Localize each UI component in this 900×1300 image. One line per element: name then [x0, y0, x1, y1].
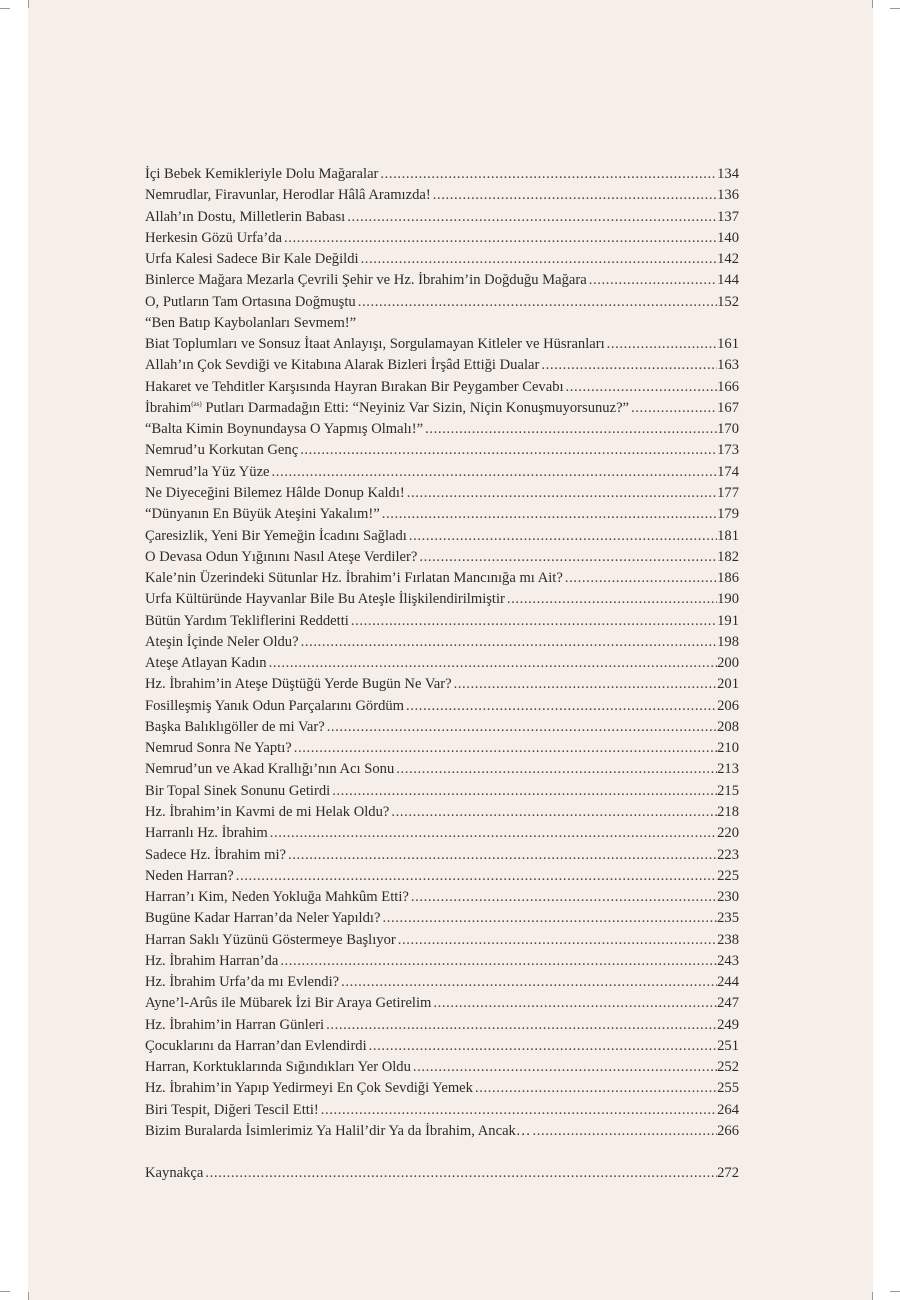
toc-entry-title: Ateşe Atlayan Kadın: [145, 655, 267, 672]
toc-entry[interactable]: [145, 781, 739, 802]
toc-entry-title: Hakaret ve Tehditler Karşısında Hayran Bırakan Bir Peygamber Cevabı: [145, 378, 564, 395]
toc-entry-title: Nemrud Sonra Ne Yaptı?: [145, 740, 292, 757]
toc-entry-title: Bir Topal Sinek Sonunu Getirdi: [145, 782, 331, 799]
toc-entry[interactable]: [145, 526, 739, 547]
toc-leader-dots: [539, 355, 717, 376]
toc-entry[interactable]: [145, 823, 739, 844]
toc-entry-title: Herkesin Gözü Urfa’da: [145, 229, 282, 246]
toc-entry[interactable]: [145, 930, 739, 951]
toc-entry-page: 218: [717, 803, 739, 820]
toc-entry-page: 134: [717, 166, 739, 182]
toc-entry[interactable]: [145, 993, 739, 1014]
toc-leader-dots: [417, 547, 717, 568]
toc-leader-dots: [423, 419, 717, 440]
toc-entry[interactable]: [145, 1036, 739, 1057]
toc-entry-page: 220: [717, 825, 739, 842]
toc-entry-title: [145, 398, 629, 419]
toc-entry-page: 264: [717, 1101, 739, 1118]
toc-entry-title: Harran’ı Kim, Neden Yokluğa Mahkûm Etti?: [145, 889, 409, 906]
toc-entry[interactable]: [145, 483, 739, 504]
crop-mark-left-bottom: [0, 1291, 10, 1292]
toc-entry-page: 251: [717, 1037, 739, 1054]
toc-entry-title: Hz. İbrahim’in Yapıp Yedirmeyi En Çok Sevdiği Yemek: [145, 1080, 473, 1097]
toc-entry-page: 201: [717, 676, 739, 693]
toc-entry-page: 215: [717, 782, 739, 799]
toc-entry-title: Çocuklarını da Harran’dan Evlendirdi: [145, 1037, 367, 1054]
toc-entry[interactable]: [145, 759, 739, 780]
toc-entry-title: Nemrud’un ve Akad Krallığı’nın Acı Sonu: [145, 761, 395, 778]
crop-mark-right-bottom: [890, 1291, 900, 1292]
toc-entry-page: 191: [717, 612, 739, 629]
toc-entry-page: 244: [717, 974, 739, 991]
toc-leader-dots: [431, 185, 717, 206]
toc-entry-title-part: Putları Darmadağın Etti: “Neyiniz Var Sizin, Niçin Konuşmuyorsunuz?”: [201, 399, 630, 416]
toc-entry[interactable]: [145, 419, 739, 440]
toc-entry-page: 177: [717, 484, 739, 501]
toc-entry-title: Ne Diyeceğini Bilemez Hâlde Donup Kaldı!: [145, 484, 405, 501]
crop-mark-top-right: [872, 0, 873, 8]
toc-entry-page: 235: [717, 910, 739, 927]
toc-entry[interactable]: [145, 632, 739, 653]
toc-leader-dots: [563, 568, 717, 589]
toc-entry-title: Urfa Kültüründe Hayvanlar Bile Bu Ateşle İlişkilendirilmiştir: [145, 591, 505, 608]
toc-leader-dots: [404, 696, 717, 717]
toc-entry-title: “Balta Kimin Boynundaysa O Yapmış Olmalı!”: [145, 421, 424, 438]
toc-leader-dots: [268, 823, 717, 844]
toc-entry-page: 163: [717, 357, 739, 374]
toc-entry-title: Başka Balıklıgöller de mi Var?: [145, 718, 325, 735]
toc-leader-dots: [292, 738, 717, 759]
toc-leader-dots: [530, 1121, 717, 1142]
toc-leader-dots: [282, 228, 717, 249]
crop-mark-bottom-right: [872, 1292, 873, 1300]
toc-entry-page: 181: [717, 527, 739, 544]
toc-entry-page: 206: [717, 697, 739, 714]
toc-entry[interactable]: [145, 1057, 739, 1078]
toc-leader-dots: [367, 1036, 717, 1057]
toc-entry[interactable]: [145, 611, 739, 632]
toc-entry-page: 243: [717, 952, 739, 969]
toc-entry-title: Ateşin İçinde Neler Oldu?: [145, 633, 299, 650]
toc-entry[interactable]: [145, 845, 739, 866]
toc-leader-dots: [411, 1057, 717, 1078]
toc-entry-title: Fosilleşmiş Yanık Odun Parçalarını Gördüm: [145, 697, 405, 714]
toc-leader-dots: [431, 993, 717, 1014]
toc-entry[interactable]: [145, 866, 739, 887]
toc-entry-page: 198: [717, 633, 739, 650]
toc-entry-page: 247: [717, 995, 739, 1012]
toc-entry-title: Neden Harran?: [145, 867, 234, 884]
toc-entry-page: 252: [717, 1059, 739, 1076]
toc-entry[interactable]: [145, 207, 739, 228]
toc-entry-title: Biri Tespit, Diğeri Tescil Etti!: [145, 1101, 319, 1118]
toc-entry[interactable]: [145, 653, 739, 674]
crop-mark-bottom-left: [28, 1292, 29, 1300]
toc-entry-title: Hz. İbrahim’in Kavmi de mi Helak Oldu?: [145, 803, 390, 820]
table-of-contents: [145, 164, 739, 1185]
toc-entry-page: 186: [717, 570, 739, 587]
toc-entry-page: 213: [717, 761, 739, 778]
toc-leader-dots: [270, 462, 718, 483]
toc-leader-dots: [349, 611, 717, 632]
toc-entry[interactable]: [145, 355, 739, 376]
toc-entry-page: 173: [717, 442, 739, 459]
toc-entry[interactable]: [145, 313, 739, 334]
toc-entry[interactable]: [145, 504, 739, 525]
toc-entry[interactable]: [145, 440, 739, 461]
toc-leader-dots: [378, 164, 717, 185]
toc-entry-title-part: İbrahim: [145, 399, 192, 416]
toc-entry-page: 174: [717, 463, 739, 480]
toc-leader-dots: [324, 1015, 717, 1036]
toc-leader-dots: [380, 908, 717, 929]
toc-entry-page: 200: [717, 655, 739, 672]
toc-entry-page: 161: [717, 336, 739, 353]
toc-entry[interactable]: [145, 1121, 739, 1142]
crop-mark-top-left: [28, 0, 29, 8]
toc-entry[interactable]: [145, 547, 739, 568]
toc-entry-title: Bütün Yardım Tekliflerini Reddetti: [145, 612, 349, 629]
toc-leader-dots: [629, 398, 717, 419]
toc-entry[interactable]: [145, 1078, 739, 1099]
toc-entry-page: 179: [717, 506, 739, 523]
toc-leader-dots: [396, 930, 717, 951]
toc-entry[interactable]: [145, 249, 739, 270]
toc-entry-title: Hz. İbrahim Harran’da: [145, 952, 279, 969]
toc-leader-dots: [203, 1163, 717, 1184]
toc-entry-page: 170: [717, 421, 739, 438]
toc-entry-title: Harran Saklı Yüzünü Göstermeye Başlıyor: [145, 931, 396, 948]
toc-leader-dots: [359, 249, 718, 270]
toc-leader-dots: [234, 866, 717, 887]
crop-mark-right-top: [890, 8, 900, 9]
toc-entry-page: 166: [717, 378, 739, 395]
toc-entry-title: Bizim Buralarda İsimlerimiz Ya Halil’dir Ya da İbrahim, Ancak…: [145, 1122, 531, 1139]
toc-entry-page: 152: [717, 293, 739, 310]
toc-entry-title: Kale’nin Üzerindeki Sütunlar Hz. İbrahim’i Fırlatan Mancınığa mı Ait?: [145, 570, 563, 587]
toc-entry-page: 249: [717, 1016, 739, 1033]
toc-entry-title: Allah’ın Çok Sevdiği ve Kitabına Alarak Bizleri İrşâd Ettiği Dualar: [145, 357, 540, 374]
toc-entry-title: Hz. İbrahim’in Harran Günleri: [145, 1016, 325, 1033]
toc-leader-dots: [298, 440, 717, 461]
toc-entry-page: 223: [717, 846, 739, 863]
toc-entry[interactable]: [145, 674, 739, 695]
toc-entry[interactable]: [145, 887, 739, 908]
toc-entry-title: Bugüne Kadar Harran’da Neler Yapıldı?: [145, 910, 381, 927]
toc-entry-title: Hz. İbrahim Urfa’da mı Evlendi?: [145, 974, 340, 991]
toc-entry[interactable]: [145, 589, 739, 610]
toc-leader-dots: [389, 802, 717, 823]
toc-entry-title: Urfa Kalesi Sadece Bir Kale Değildi: [145, 251, 359, 268]
toc-leader-dots: [587, 270, 717, 291]
toc-entry[interactable]: [145, 398, 739, 419]
toc-entry-page: 238: [717, 931, 739, 948]
toc-entry-title: Hz. İbrahim’in Ateşe Düştüğü Yerde Bugün Ne Var?: [145, 676, 452, 693]
toc-entry-title: İçi Bebek Kemikleriyle Dolu Mağaralar: [145, 166, 379, 182]
toc-leader-dots: [380, 504, 717, 525]
toc-entry[interactable]: [145, 802, 739, 823]
toc-entry-page: 182: [717, 548, 739, 565]
toc-leader-dots: [356, 292, 717, 313]
toc-entry[interactable]: [145, 568, 739, 589]
toc-entry-page: 140: [717, 229, 739, 246]
toc-entry-title: “Dünyanın En Büyük Ateşini Yakalım!”: [145, 506, 380, 523]
toc-entry[interactable]: [145, 1015, 739, 1036]
toc-entry-page: 190: [717, 591, 739, 608]
toc-entry-page: 210: [717, 740, 739, 757]
toc-leader-dots: [325, 717, 717, 738]
toc-leader-dots: [286, 845, 717, 866]
toc-entry-title: O, Putların Tam Ortasına Doğmuştu: [145, 293, 356, 310]
toc-leader-dots: [278, 951, 717, 972]
toc-leader-dots: [505, 589, 717, 610]
toc-entry[interactable]: [145, 738, 739, 759]
toc-entry-page: 208: [717, 718, 739, 735]
toc-entry-title: Harranlı Hz. İbrahim: [145, 825, 268, 842]
toc-leader-dots: [394, 759, 717, 780]
toc-spacer: [145, 1142, 739, 1163]
toc-leader-dots: [409, 887, 717, 908]
toc-entry-title: “Ben Batıp Kaybolanları Sevmem!”: [145, 314, 357, 331]
toc-entry-page: 137: [717, 208, 739, 225]
toc-entry[interactable]: [145, 1100, 739, 1121]
honorific-superscript: (as): [191, 399, 202, 408]
toc-entry[interactable]: [145, 951, 739, 972]
toc-entry-page: 272: [717, 1165, 739, 1182]
toc-leader-dots: [345, 207, 717, 228]
toc-entry-title: Kaynakça: [145, 1165, 204, 1182]
toc-entry-title: Ayne’l-Arûs ile Mübarek İzi Bir Araya Getirelim: [145, 995, 432, 1012]
toc-entry-page: 255: [717, 1080, 739, 1097]
toc-entry[interactable]: [145, 972, 739, 993]
toc-entry-title: Harran, Korktuklarında Sığındıkları Yer Oldu: [145, 1059, 411, 1076]
toc-leader-dots: [330, 781, 717, 802]
toc-entry-page: 144: [717, 272, 739, 289]
toc-entry[interactable]: [145, 228, 739, 249]
toc-entry[interactable]: [145, 334, 739, 355]
toc-leader-dots: [564, 377, 718, 398]
toc-entry-title: Binlerce Mağara Mezarla Çevrili Şehir ve Hz. İbrahim’in Doğduğu Mağara: [145, 272, 587, 289]
toc-entry-title: Biat Toplumları ve Sonsuz İtaat Anlayışı, Sorgulamayan Kitleler ve Hüsranları: [145, 336, 605, 353]
toc-entry-page: 142: [717, 251, 739, 268]
toc-entry[interactable]: [145, 908, 739, 929]
toc-leader-dots: [339, 972, 717, 993]
toc-entry[interactable]: [145, 164, 739, 185]
toc-entry[interactable]: [145, 292, 739, 313]
toc-leader-dots: [452, 674, 718, 695]
toc-leader-dots: [605, 334, 717, 355]
toc-entry-page: 225: [717, 867, 739, 884]
toc-entry[interactable]: [145, 717, 739, 738]
toc-leader-dots: [299, 632, 718, 653]
toc-entry-page: 230: [717, 889, 739, 906]
toc-entry[interactable]: [145, 270, 739, 291]
toc-entry-page: 136: [717, 187, 739, 204]
toc-entry-title: Nemrudlar, Firavunlar, Herodlar Hâlâ Aramızda!: [145, 187, 431, 204]
toc-entry-title: Nemrud’u Korkutan Genç: [145, 442, 299, 459]
toc-leader-dots: [473, 1078, 717, 1099]
toc-entry-title: O Devasa Odun Yığınını Nasıl Ateşe Verdiler?: [145, 548, 418, 565]
toc-entry[interactable]: [145, 377, 739, 398]
toc-entry-title: Sadece Hz. İbrahim mi?: [145, 846, 287, 863]
toc-entry-page: 266: [717, 1122, 739, 1139]
toc-entry-title: Allah’ın Dostu, Milletlerin Babası: [145, 208, 346, 225]
toc-entry-title: Nemrud’la Yüz Yüze: [145, 463, 270, 480]
toc-entry-title: Çaresizlik, Yeni Bir Yemeğin İcadını Sağladı: [145, 527, 407, 544]
toc-leader-dots: [319, 1100, 717, 1121]
toc-leader-dots: [267, 653, 718, 674]
toc-entry[interactable]: [145, 462, 739, 483]
toc-entry-bibliography[interactable]: [145, 1163, 739, 1184]
toc-entry[interactable]: [145, 185, 739, 206]
toc-leader-dots: [405, 483, 717, 504]
crop-mark-left-top: [0, 8, 10, 9]
toc-entry-page: 167: [717, 399, 739, 416]
toc-entry[interactable]: [145, 696, 739, 717]
toc-leader-dots: [407, 526, 717, 547]
